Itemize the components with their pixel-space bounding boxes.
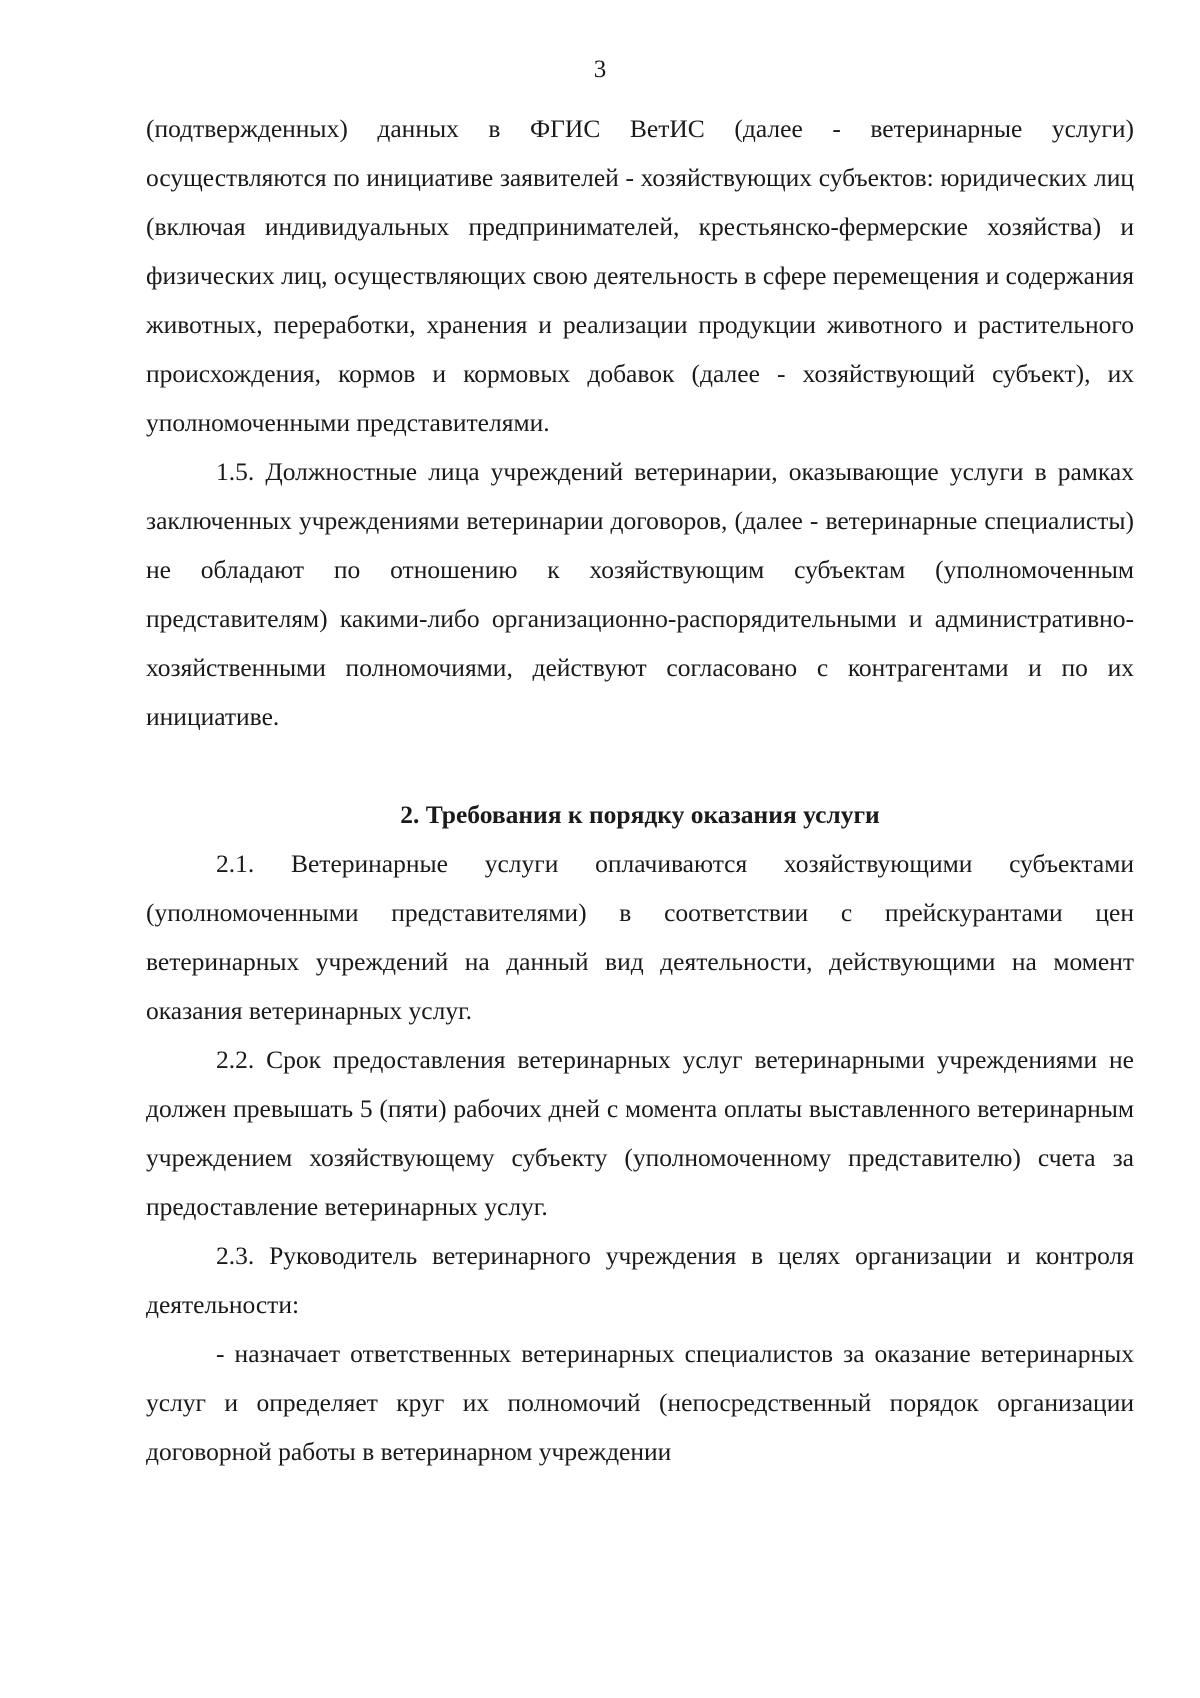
- paragraph-2-3: 2.3. Руководитель ветеринарного учреждения в целях организации и контроля деятельности:: [146, 1241, 1134, 1319]
- paragraph-2-1: 2.1. Ветеринарные услуги оплачиваются хозяйствующими субъектами (уполномоченными представителями) в соответствии с прейскурантами цен ветеринарных учреждений на данный вид деятельности, действующими на момент оказания ветеринарных услуг.: [146, 849, 1134, 1025]
- document-body: [146, 104, 1134, 1476]
- paragraph-continuation: (подтвержденных) данных в ФГИС ВетИС (далее - ветеринарные услуги) осуществляются по инициативе заявителей - хозяйствующих субъектов: юридических лиц (включая индивидуальных предпринимателей, крестьянско-фермерские хозяйства) и физических лиц, осуществляющих свою деятельность в сфере перемещения и содержания животных, переработки, хранения и реализации продукции животного и растительного происхождения, кормов и кормовых добавок (далее - хозяйствующий субъект), их уполномоченными представителями.: [146, 114, 1134, 437]
- page-number: 3: [593, 56, 607, 83]
- paragraph-1-5: 1.5. Должностные лица учреждений ветеринарии, оказывающие услуги в рамках заключенных учреждениями ветеринарии договоров, (далее - ветеринарные специалисты) не обладают по отношению к хозяйствующим субъектам (уполномоченным представителям) какими-либо организационно-распорядительными и административно-хозяйственными полномочиями, действуют согласовано с контрагентами и по их инициативе.: [146, 457, 1134, 731]
- paragraph-2-2: 2.2. Срок предоставления ветеринарных услуг ветеринарными учреждениями не должен превышать 5 (пяти) рабочих дней с момента оплаты выставленного ветеринарным учреждением хозяйствующему субъекту (уполномоченному представителю) счета за предоставление ветеринарных услуг.: [146, 1045, 1134, 1221]
- paragraph-list-item: - назначает ответственных ветеринарных специалистов за оказание ветеринарных услуг и определяет круг их полномочий (непосредственный порядок организации договорной работы в ветеринарном учреждении: [146, 1339, 1134, 1466]
- section-heading: 2. Требования к порядку оказания услуги: [400, 800, 880, 829]
